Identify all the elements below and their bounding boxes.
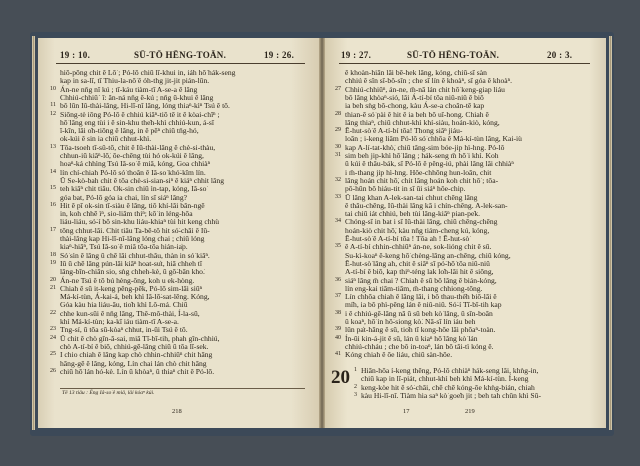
- line-text: Iū ū chē lâng pún-lâi kiâⁿ hoat-su̍t, hiā chheh tī: [60, 258, 202, 268]
- verse-number: 17: [50, 226, 56, 233]
- left-footnote-rule: [60, 388, 305, 389]
- line-text: Hiān-hōa í-keng thêng, Pó-lō chhiàⁿ hák-seng lâi, khǹg-in,: [361, 366, 539, 375]
- line-text: i ê chhiú-gē-lâng nā ū sū beh kò͘ lâng, ū sīn-boān: [345, 308, 493, 318]
- right-page-edges: [609, 36, 612, 430]
- left-running-header: [38, 50, 319, 62]
- left-header-title: SŪ-TŌ HĒNG-TOĀN.: [134, 50, 227, 60]
- line-text: chhiú-chháu ; che bô in-toaⁿ, lán bô tâi-tì kóng ê.: [345, 341, 494, 351]
- line-text: khì Má-kí-tùn; ka-kī iáu tiàm-tī A-se-a.: [60, 317, 179, 326]
- right-page: [325, 38, 606, 428]
- verse-number: 13: [50, 143, 56, 150]
- text-line: [38, 366, 319, 377]
- verse-number: 3: [354, 391, 357, 398]
- verse-number: 15: [50, 185, 56, 192]
- left-header-ref-end: 19 : 26.: [264, 50, 295, 60]
- line-text: tai chiū iát chhiú, beh tùi lâng-kiâⁿ pian-pe̍k.: [345, 209, 481, 219]
- verse-number: 32: [335, 176, 341, 183]
- line-text: Su-kì-koaⁿ ê-keng hō͘ chèng-lâng an-chēng, chiū kóng,: [345, 250, 511, 260]
- line-text: I chio chiah ê lâng kap chò chhin-chhiūⁿ chit hāng: [60, 350, 213, 360]
- line-text: Ū Se-kò-bah chit ê tōa chè-si-sian-siⁿ ê kiáⁿ chhit lâng: [60, 175, 224, 185]
- right-header-title: SŪ-TŌ HĒNG-TOĀN.: [407, 50, 500, 60]
- line-text: ū koaⁿ, hō͘ in hō͘-siong kò͘. Nā-sī lín iáu beh: [345, 317, 476, 326]
- line-text: chiū hō͘ lán hó-kè. Lín ū khòaⁿ, ū thiaⁿ chit ê Pó-lō.: [60, 366, 215, 376]
- line-text: tōng chhut-lâi. Chit tiâu Ta-bê-tô hit só͘-chāi ê Iû-: [60, 225, 210, 235]
- line-text: kiaⁿ-hiâⁿ, Tsú Iâ-so͘ ê miâ tōa-tōa hián-ia̍p.: [60, 242, 188, 252]
- line-text: Chhiú-chhiū˙ ĭ: ăn-ná nn̄g ē-kú ; nn̄g ū-khui ê lâng: [60, 92, 214, 102]
- line-text: Chhiú-chhiūⁿ, án-ne, m̄-nā lán chit hō͘ keng-giap liáu: [345, 84, 505, 94]
- line-text: Ū lâng khan A-lek-san-tai chhut chēng lâng: [345, 192, 478, 202]
- verse-number: 31: [335, 152, 341, 158]
- right-header-ref-start: 19 : 27.: [341, 50, 372, 60]
- line-text: ê thâu-chêng, Iû-thài lâng kā i chín-chêng. A-lek-san-: [345, 200, 508, 210]
- line-text: liáu-liáu, só͘-í bô sin-khu liáu-khiaⁿ tùi hit keng chhù: [60, 217, 220, 227]
- line-text: hoaⁿ-ká chhìng Tsú Iâ-so͘ ê miâ, kóng, Goa chhiàⁿ: [60, 159, 211, 169]
- right-header-rule: [339, 63, 590, 64]
- chapter-number: 20: [331, 367, 350, 388]
- line-text: thian-ē só͘ pài ê hit ê ia beh bô uî-hong. Chiah ê: [345, 109, 489, 119]
- left-page-edges: [32, 36, 35, 430]
- verse-number: 22: [50, 309, 56, 316]
- left-header-ref-start: 19 : 10.: [60, 50, 91, 60]
- line-text: Tōa-tsoeh tī-sû-tō, chit ê Iû-thài-lâng ê chè-si-thàu,: [60, 142, 216, 152]
- line-text: lâng hoán chit hō͘, chit lâng hoán koh chit hō͘ ; tōa-: [345, 175, 499, 185]
- verse-number: 36: [335, 276, 341, 283]
- line-text: teh kiâⁿ chit tiâu. Ok-sin chiū ìn-tap, kóng, Iâ-so͘: [60, 184, 207, 194]
- line-text: sim beh jip-khì hō͘ lâng ; hák-seng m̄ hō͘ i khì. Koh: [345, 151, 499, 160]
- line-text: bô lâng khòaⁿ-sió, lâi Á-tí-bí tōa niû-niû ê biō: [345, 92, 484, 102]
- line-text: Chóng-sī in bat i sī Iû-thài lâng, chiū chēng-chēng: [345, 217, 498, 227]
- line-text: ok-kúi ê sin ia chiū chhut-khì.: [60, 134, 152, 144]
- verse-number: 34: [335, 218, 341, 225]
- line-text: Chiah ê sū it-keng pêng-pēk, Pó-lō sim-lāi siūⁿ: [60, 283, 203, 293]
- line-text: Kóng chiah ê ōe liáu, chiū sàn-hōe.: [345, 350, 453, 360]
- line-text: siáⁿ lâng m̄ chai ? Chiah ê sū bô lâng ē bián-kóng,: [345, 275, 497, 285]
- line-text: lâng thiaⁿ, chiū chhut-khì khí-siàu, hoán-kiò, kóng,: [345, 117, 500, 127]
- line-text: ê A-tí-bí chhin-chhiūⁿ án-ne, sok-lióng chit ê sū.: [345, 242, 492, 252]
- verse-number: 2: [354, 383, 357, 390]
- line-text: Ē-hut-sò͘ ê A-tí-bí tōa ! Tōa ah ! Ē-hut-sò͘: [345, 234, 470, 243]
- book-spread: [30, 32, 614, 436]
- right-page-number: 219: [465, 408, 475, 415]
- line-text: chiū kap in lī-piát, chhut-khì beh khì Má-kí-tùn. Í-keng: [361, 374, 529, 384]
- line-text: ū kúi ê thâu-bák, sī Pó-lō ê pêng-iú, phài lâng lâi chhiàⁿ: [345, 159, 514, 169]
- line-text: Só͘ sìn ê lâng ū chē lâi chhut-thâu, thàn in só͘ kiâⁿ.: [60, 250, 210, 260]
- line-text: Án-ne nn̄g nî kú ; tī-káu tiàm-tī A-se-a ê lâng: [60, 84, 198, 94]
- left-header-rule: [56, 63, 305, 64]
- line-text: Ín-ūi kin-á-jit ê sū, lán ū kiaⁿ hō͘ lâng kò͘ lán: [345, 333, 478, 343]
- verse-number: 25: [50, 351, 56, 358]
- line-text: A-tí-bí ê biō, kap thiⁿ-téng lak lo̍h-lâi hit ê siōng,: [345, 267, 494, 277]
- line-text: góa bat, Pó-lō góa ia chai, lín sī siáⁿ lâng?: [60, 192, 188, 202]
- right-header-ref-end: 20 : 3.: [547, 50, 573, 60]
- line-text: Ē-hut-sò͘ ê A-tí-bí tōa! Thong siâⁿ jiáu-: [345, 126, 463, 136]
- verse-number: 23: [50, 326, 56, 333]
- left-page: [38, 38, 319, 428]
- verse-number: 30: [335, 143, 341, 150]
- verse-number: 12: [50, 110, 56, 117]
- verse-number: 11: [50, 102, 56, 109]
- line-text: in, koh chhē ìⁿ, sio-liâm thiⁿ; kō͘ in léng-hōa: [60, 209, 193, 219]
- left-page-number: 218: [172, 408, 182, 415]
- line-text: keng-kòe hit ê só͘-chāi, chē chē kóng-ōe khǹg-bián, chiah: [361, 382, 535, 392]
- verse-number: 41: [335, 351, 341, 358]
- verse-number: 35: [335, 243, 341, 250]
- line-text: loān ; i-keng liâm Pó-lō só͘ chhōa ê Má-kí-tùn lâng, Kai-iù: [345, 134, 522, 144]
- line-text: Siōng-tè iōng Pó-lō ê chhiú kiâⁿ-tiō tē it ê kòai-chīⁿ ;: [60, 109, 220, 119]
- line-text: lín chí-chiah Pó-lō só͘ thoân ê Iâ-so͘ khó͘-kîm lín.: [60, 167, 206, 177]
- verse-number: 28: [335, 110, 341, 117]
- verse-number: 16: [50, 201, 56, 208]
- verse-number: 37: [335, 293, 341, 300]
- line-text: mi̍h, ia bô phì-pêng lán ê niû-niû. Só͘-í Tī-bī-tih kap: [345, 300, 502, 310]
- verse-number: 38: [335, 309, 341, 316]
- line-text: lâng-bīn-chiân sio, sǹg chheh-kè, ū gō͘-bān kho͘.: [60, 267, 205, 277]
- verse-number: 14: [50, 168, 56, 175]
- left-footnote: Tē 13 tiâu : Ēng Iâ-so͘ ê miâ, lâi kóaⁿ kúi.: [62, 390, 155, 396]
- line-text: Án-ne Tsú ê tō bú hèng-ōng, koh u ek-hòng.: [60, 275, 195, 285]
- verse-number: 26: [50, 367, 56, 374]
- line-text: chò A-tí-bí ê biō, chhiú-gē-lâng chiū ū tōa lī-sek.: [60, 341, 209, 351]
- line-text: Ū chit ê chò gîn-ā-sai, miâ Tī-bī-tih, phah gîn-chhiú,: [60, 333, 220, 343]
- line-text: Lín chhōa chiah ê lâng lâi, i bô thau-thè̍h biō-lāi ê: [345, 292, 497, 302]
- line-text: hāng-gē ê lâng, kóng, Lín chai lán chò chit hāng: [60, 358, 207, 368]
- line-text: hoán-kiò chit hō͘, kàu nn̄g tiám-cheng kú, kóng,: [345, 225, 490, 235]
- line-text: Tng-sí, ū tōa sū-kòaⁿ chhut, in-ūi Tsú ê tō.: [60, 325, 188, 335]
- line-text: Góa kàu hia liáu-āu, tio̍h khì Lô-má. Chiū: [60, 300, 188, 310]
- line-text: lín eng-kai tiām-tiām, m̄-thang chhiong-tōng.: [345, 283, 483, 293]
- line-text: chhiú ê sîn sī-bô-sîn ; che sī lín ê khoàⁿ, sī góa ê khoàⁿ.: [345, 76, 512, 86]
- line-text: kap in sa-lī, tī Thiu-la-nō͘ ê óh-thg jit-jit pián-lūn.: [60, 76, 210, 86]
- verse-number: 20: [50, 276, 56, 283]
- verse-number: 33: [335, 193, 341, 200]
- line-text: lūn pa̍t-hāng ê sū, tio̍h tī kong-hōe lāi phōaⁿ-toàn.: [345, 325, 496, 335]
- line-text: Hit ê pī ok-sin tī-siàu ê lâng, tiô khí-lâi bân-ngē: [60, 200, 205, 210]
- line-text: Má-kí-tùn, Á-kai-á, beh khì Iâ-lō͘-sat-lēng. Kóng,: [60, 292, 210, 302]
- line-text: î-kīn, lâi o̍h-tiōng ê lâng, in ê pēⁿ chiū tn̄g-hó,: [60, 126, 199, 136]
- line-text: ê khoàn-hiān lâi bē-hek lâng, kóng, chiū-sī sàn: [345, 68, 487, 77]
- text-line: [325, 390, 606, 401]
- verse-number: 21: [50, 284, 56, 291]
- verse-number: 29: [335, 127, 341, 134]
- text-line: [325, 349, 606, 360]
- verse-number: 39: [335, 326, 341, 333]
- line-text: thài-lâng kap Hi-lī-nî-lâng lóng chai ; chiū lóng: [60, 234, 205, 243]
- line-text: Ē-hut-sò͘ lâng ah, chit ê siâⁿ sī pó͘-hō͘ tōa niû-niû: [345, 258, 490, 268]
- line-text: hō͘ lâng eng tùi i ê sin-khu the̍h-khì chhiú-kun, á-sī: [60, 117, 214, 127]
- verse-number: 40: [335, 334, 341, 341]
- verse-number: 19: [50, 259, 56, 266]
- line-text: chhun-iū kiâⁿ-lō͘, ōe-chēng tùi hó ok-kúi ê lâng,: [60, 151, 204, 160]
- verse-number: 10: [50, 85, 56, 92]
- verse-number: 27: [335, 85, 341, 92]
- line-text: kap A-lí-tat-khò͘, chiū tâng-sim bóe-jip hì-hng. Pó-lô: [345, 142, 505, 152]
- verse-number: 1: [354, 367, 357, 373]
- line-text: pō͘-hūn bô hiáu-tit in sī ūi siáⁿ hôe-chip.: [345, 184, 466, 194]
- right-running-header: [325, 50, 606, 62]
- line-text: kàu Hi-lī-nî. Tiàm hia saⁿ kò͘ goe̍h jit ; beh tah chûn khì Sū-: [361, 390, 541, 400]
- line-text: bô lūn Iû-thài-lâng, Hi-lī-nî lâng, lóng thiaⁿ-kìⁿ Tsú ê tō.: [60, 101, 230, 111]
- line-text: hiō-pōng chit ê Lō͘ ; Pó-lō chiū lī-khui in, iáh hō͘ hák-seng: [60, 68, 236, 77]
- verse-number: 24: [50, 334, 56, 341]
- line-text: ia beh sǹg bô-chong, kàu Á-se-a choân-tē kap: [345, 101, 485, 111]
- verse-number: 18: [50, 251, 56, 258]
- signature-mark: 17: [403, 408, 410, 415]
- line-text: i m̄-thang jip hì-hng. Hôe-chhōng hun-loān, chit: [345, 167, 492, 177]
- line-text: chhe kun-sūi ê nn̄g lâng, Thê-mô-thài, Í-la-sū,: [60, 308, 200, 318]
